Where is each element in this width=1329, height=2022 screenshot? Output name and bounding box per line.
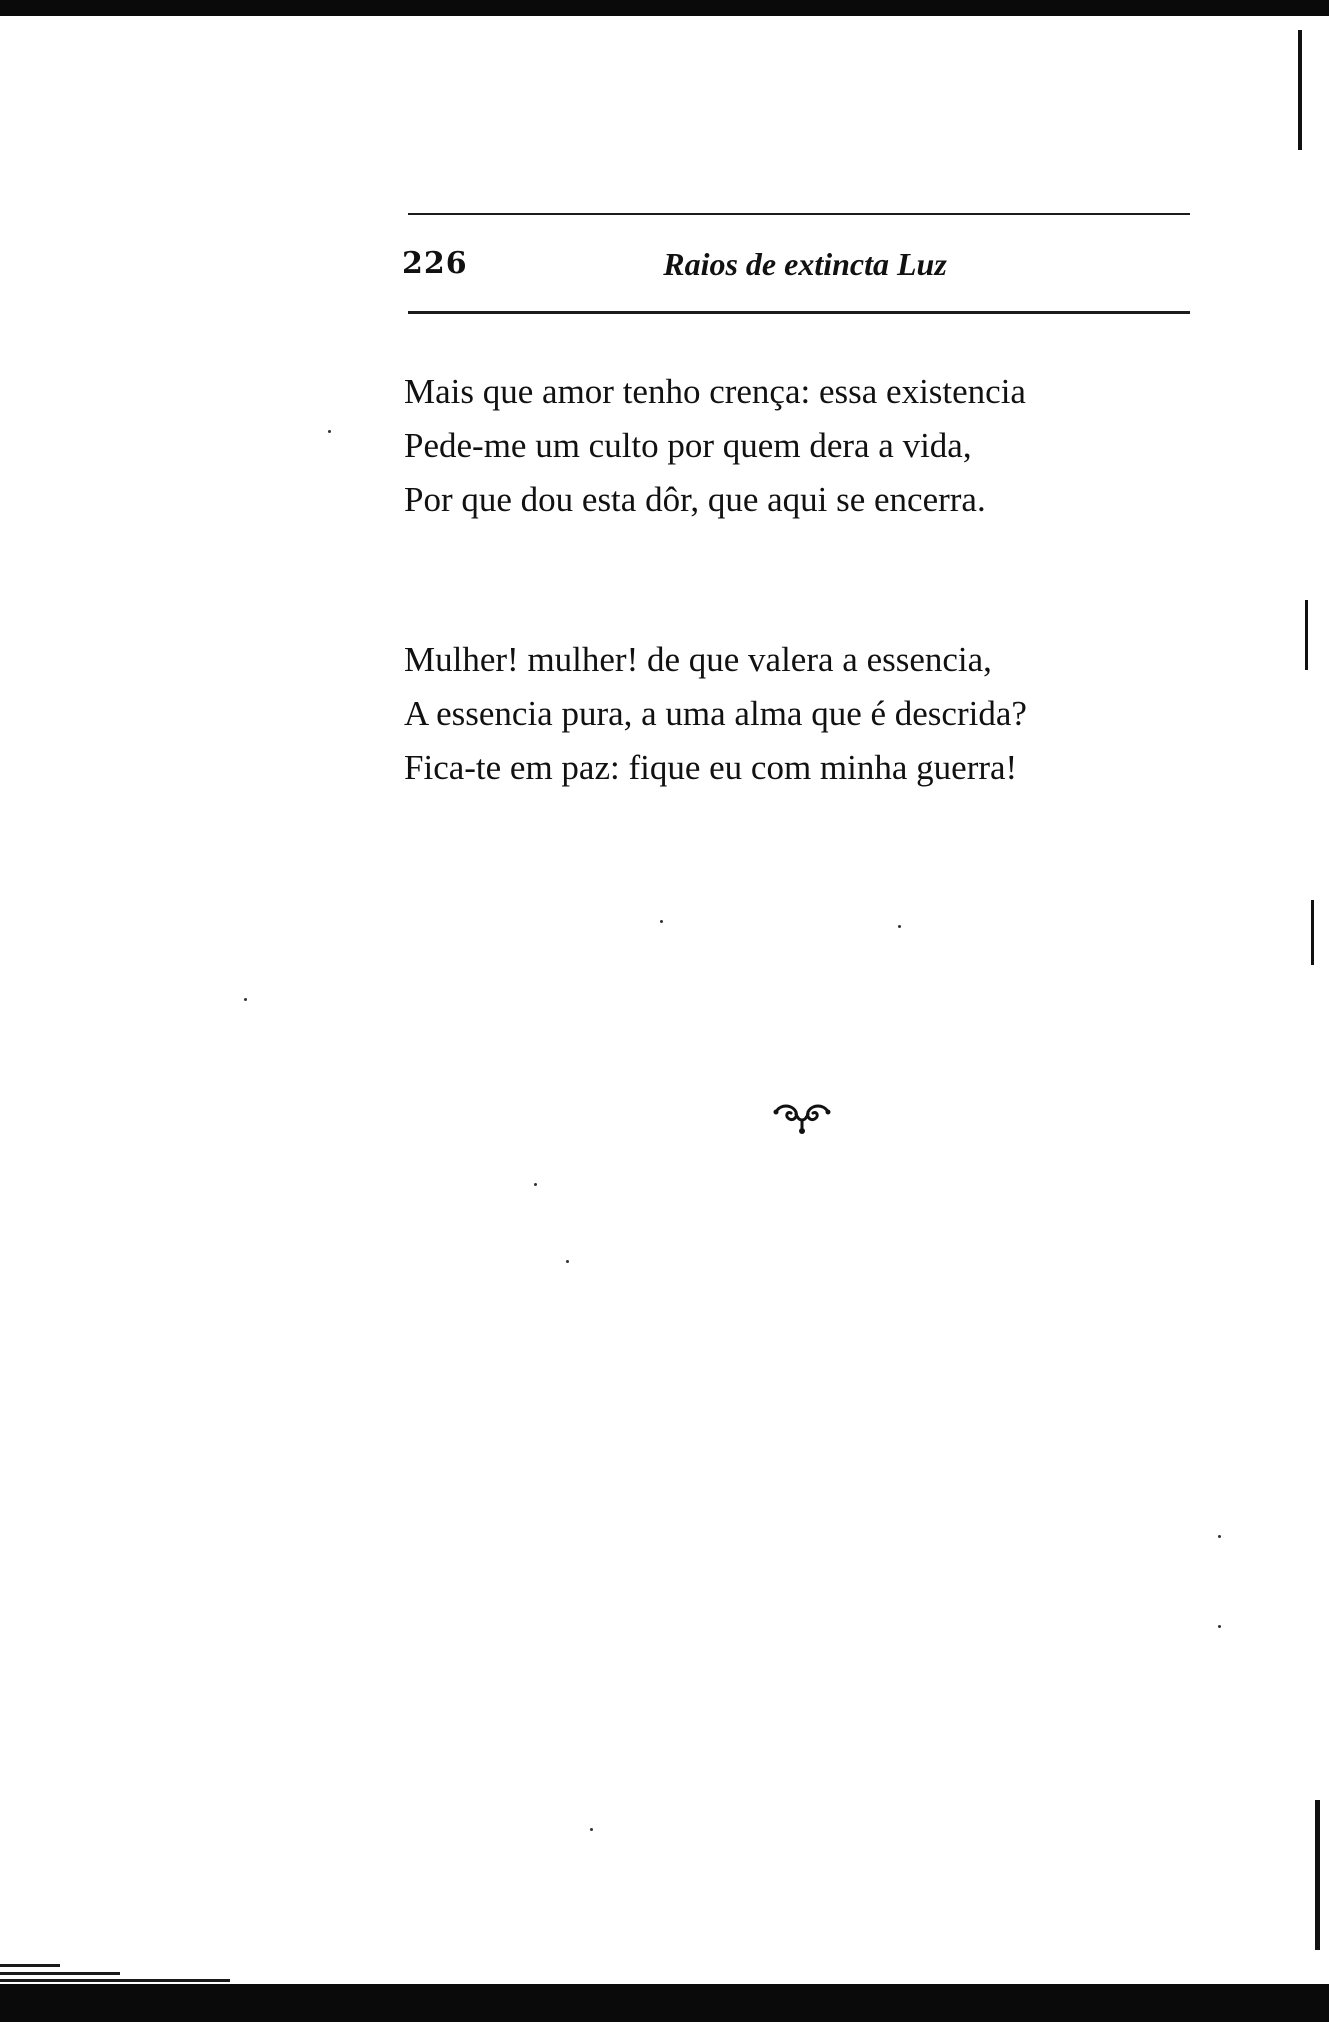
verse-line: Mais que amor tenho crença: essa existencia xyxy=(404,372,1026,411)
header-rule-bottom xyxy=(408,311,1190,314)
scan-speck xyxy=(660,920,663,923)
verse-line: Mulher! mulher! de que valera a essencia, xyxy=(404,640,992,679)
verse-line: Pede-me um culto por quem dera a vida, xyxy=(404,426,972,465)
scan-speck xyxy=(534,1183,537,1186)
verse-line: Fica-te em paz: fique eu com minha guerra! xyxy=(404,748,1018,787)
fleuron-ornament-icon xyxy=(770,1098,834,1136)
scan-edge-mark xyxy=(1315,1800,1320,1950)
scan-edge-mark xyxy=(1305,600,1308,670)
scan-edge-mark xyxy=(1311,900,1314,965)
header-rule-top xyxy=(408,213,1190,215)
scan-speck xyxy=(590,1828,593,1831)
scan-speck xyxy=(244,998,247,1001)
running-title: Raios de extincta Luz xyxy=(663,246,947,282)
scan-speck xyxy=(1218,1625,1221,1628)
scan-border-bottom xyxy=(0,1984,1329,2022)
stanza xyxy=(404,633,1204,795)
verse-line: A essencia pura, a uma alma que é descrida? xyxy=(404,694,1027,733)
scan-edge-mark xyxy=(1298,30,1302,150)
scan-bottom-edge xyxy=(0,1962,230,1984)
verse-line: Por que dou esta dôr, que aqui se encerra. xyxy=(404,480,986,519)
scan-speck xyxy=(328,430,331,433)
scan-speck xyxy=(1218,1535,1221,1538)
page-number: 226 xyxy=(402,246,468,281)
scan-speck xyxy=(898,925,901,928)
scan-border-top xyxy=(0,0,1329,16)
scan-speck xyxy=(566,1260,569,1263)
stanza xyxy=(404,365,1204,527)
